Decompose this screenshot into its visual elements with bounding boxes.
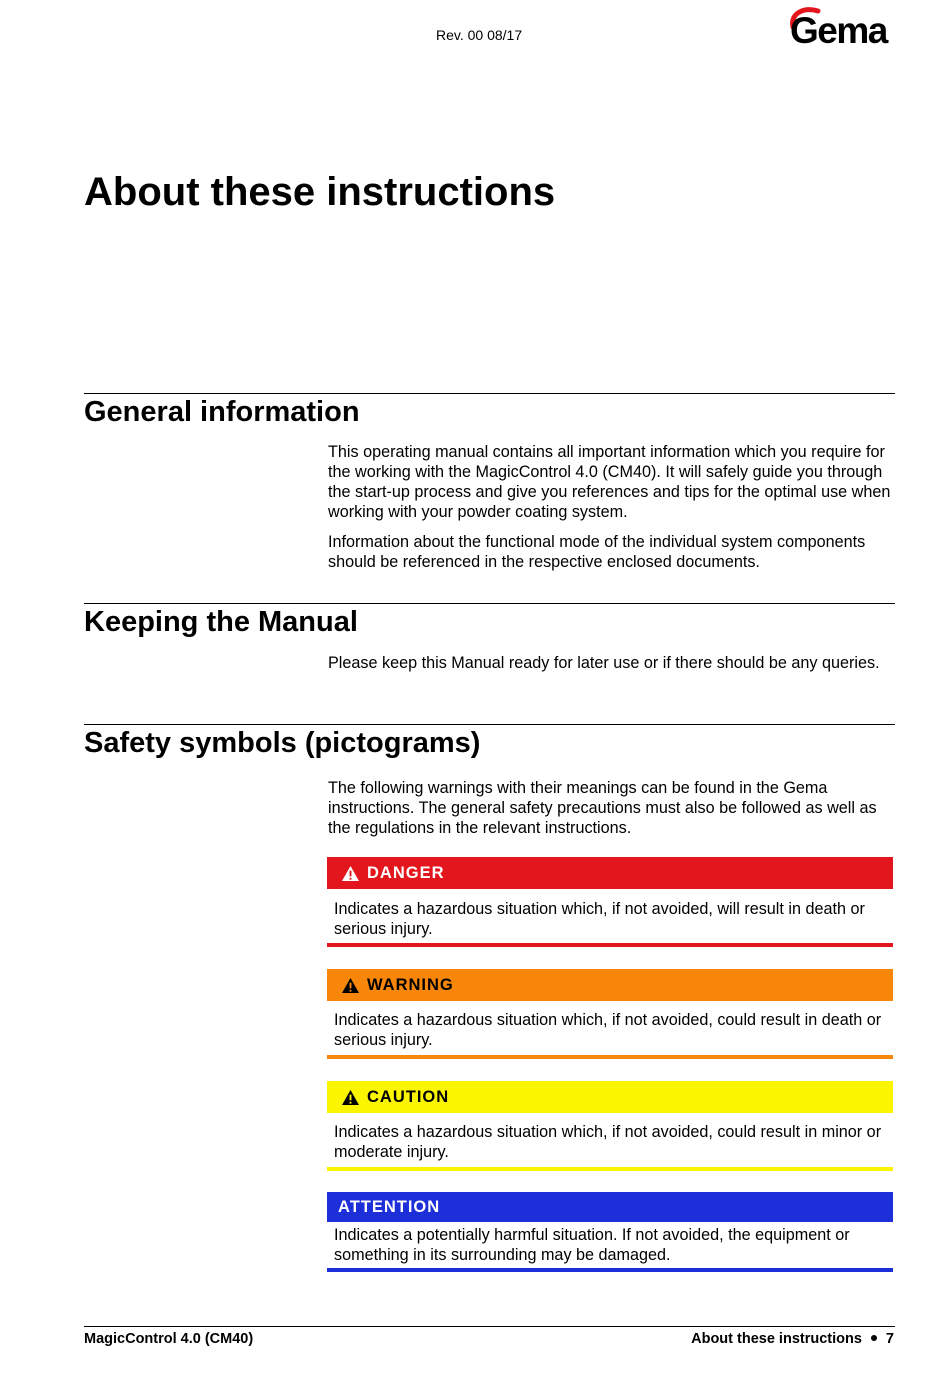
warning-signal-bar: [327, 969, 893, 1001]
general-paragraph-1: This operating manual contains all important information which you require for the working with the MagicControl 4.0 (CM40). It will safely guide you through the start-up process and give you references and tips for the optimal use when working with your powder coating system.: [328, 443, 891, 521]
safety-intro: The following warnings with their meanings can be found in the Gema instructions. The general safety precautions must also be followed as well as the regulations in the relevant instructions.: [328, 779, 877, 837]
svg-text:Gema: Gema: [790, 10, 887, 49]
attention-description: Indicates a potentially harmful situation. If not avoided, the equipment or something in its surrounding may be damaged.: [334, 1226, 850, 1264]
footer-divider: [84, 1326, 895, 1327]
warning-label: WARNING: [367, 975, 454, 994]
attention-signal-bar: [327, 1192, 893, 1222]
section-heading-keeping: Keeping the Manual: [84, 606, 358, 638]
revision-label: Rev. 00 08/17: [436, 27, 523, 43]
footer-product-name: MagicControl 4.0 (CM40): [84, 1331, 254, 1347]
danger-signal-bar: [327, 857, 893, 889]
warning-underline: [327, 1055, 893, 1059]
bullet-icon: [871, 1335, 877, 1341]
section-divider: [84, 393, 895, 394]
warning-triangle-icon: [341, 1089, 360, 1106]
caution-underline: [327, 1167, 893, 1171]
attention-underline: [327, 1268, 893, 1272]
danger-underline: [327, 943, 893, 947]
danger-label: DANGER: [367, 863, 445, 882]
warning-triangle-icon: [341, 865, 360, 882]
warning-description: Indicates a hazardous situation which, if not avoided, could result in death or serious injury.: [334, 1011, 882, 1049]
section-heading-general: General information: [84, 396, 360, 428]
footer-section-title: About these instructions: [691, 1331, 862, 1347]
warning-triangle-icon: [341, 977, 360, 994]
general-paragraph-2: Information about the functional mode of the individual system components should be referenced in the respective enclosed documents.: [328, 533, 866, 571]
caution-label: CAUTION: [367, 1087, 450, 1106]
caution-signal-bar: [327, 1081, 893, 1113]
attention-label: ATTENTION: [338, 1197, 441, 1216]
danger-description: Indicates a hazardous situation which, if not avoided, will result in death or serious injury.: [334, 900, 865, 938]
footer-section-page: [691, 1331, 894, 1347]
section-heading-safety: Safety symbols (pictograms): [84, 727, 481, 759]
section-divider: [84, 724, 895, 725]
page-title: About these instructions: [84, 170, 556, 214]
caution-description: Indicates a hazardous situation which, if not avoided, could result in minor or moderate injury.: [334, 1123, 882, 1161]
keeping-paragraph: Please keep this Manual ready for later use or if there should be any queries.: [328, 654, 880, 672]
page-number: 7: [885, 1331, 894, 1347]
gema-logo: [784, 5, 894, 49]
section-divider: [84, 603, 895, 604]
